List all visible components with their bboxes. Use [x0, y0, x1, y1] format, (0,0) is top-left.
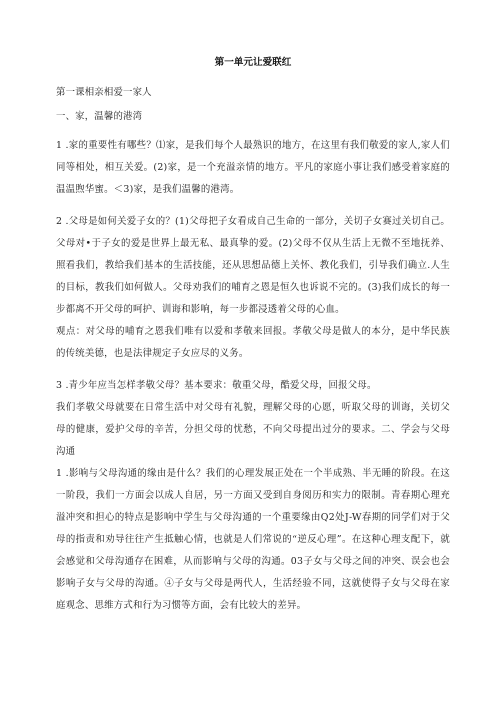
- paragraph-5: 我们孝敬父母就要在日常生活中对父母有礼貌，理解父母的心愿，听取父母的训诲，关切父母的健康，爱护父母的辛苦，分担父母的忧愁，不向父母提出过分的要求。二、学会与父母沟通: [56, 402, 450, 457]
- paragraph-1: 1 .家的重要性有哪些？⑴家，是我们每个人最熟识的地方，在这里有我们敬爱的家人,家人们同等相处，相互关爱。(2)家，是一个充溢亲情的地方。平凡的家庭小事让我们感受着家庭的温温煦华蜜。＜3)家，是我们温馨的港湾。: [56, 140, 450, 195]
- paragraph-4: 3 .青少年应当怎样孝敬父母？基本要求：敬重父母，酷爱父母，回报父母。: [56, 380, 377, 391]
- paragraph-2: 2 .父母是如何关爱子女的？(1)父母把子女看成自己生命的一部分，关切子女赛过关切自己。父母对•于子女的爱是世界上最无私、最真挚的爱。(2)父母不仅从生活上无微不至地抚养、照看我们，教给我们基本的生活技能，还从思想品德上关怀、教化我们，引导我们确立.人生的目标，教我们如何做人。父母劝我们的哺育之恩是恒久也诉说不完的。(3)我们成长的每一步都离不开父母的呵护、训诲和影响，每一步都浸透着父母的心血。: [56, 216, 450, 315]
- unit-title: 第一单元让爱联红: [214, 57, 292, 68]
- paragraph-6: 1 .影响与父母沟通的缘由是什么？我们的心理发展正处在一个半成熟、半无睡的阶段。在这一阶段，我们一方面会以成人自居，另一方面又受到自身阅历和实力的限制。青春期心理充溢冲突和担心的特点是影响中学生与父母沟通的一个重要缘由Q2处J-W春期的同学们对于父母的指责和劝导往往产生抵触心情，也就是人们常说的“逆反心理”。在这种心理支配下，就会感觉和父母沟通存在困难，从而影响与父母的沟通。03子女与父母之间的冲突、误会也会影响子女与父母的沟通。④子女与父母是两代人，生活经验不同，这就使得子女与父母在家庭观念、思维方式和行为习惯等方面，会有比较大的差异。: [56, 468, 450, 611]
- section-heading: 一、家，温馨的港湾: [56, 111, 143, 122]
- lesson-heading: 第一课相亲相爱一家人: [56, 87, 152, 98]
- paragraph-3: 观点：对父母的哺育之恩我们唯有以爱和孝敬来回报。孝敬父母是做人的本分，是中华民族的传统美德，也是法律规定子女应尽的义务。: [56, 326, 450, 359]
